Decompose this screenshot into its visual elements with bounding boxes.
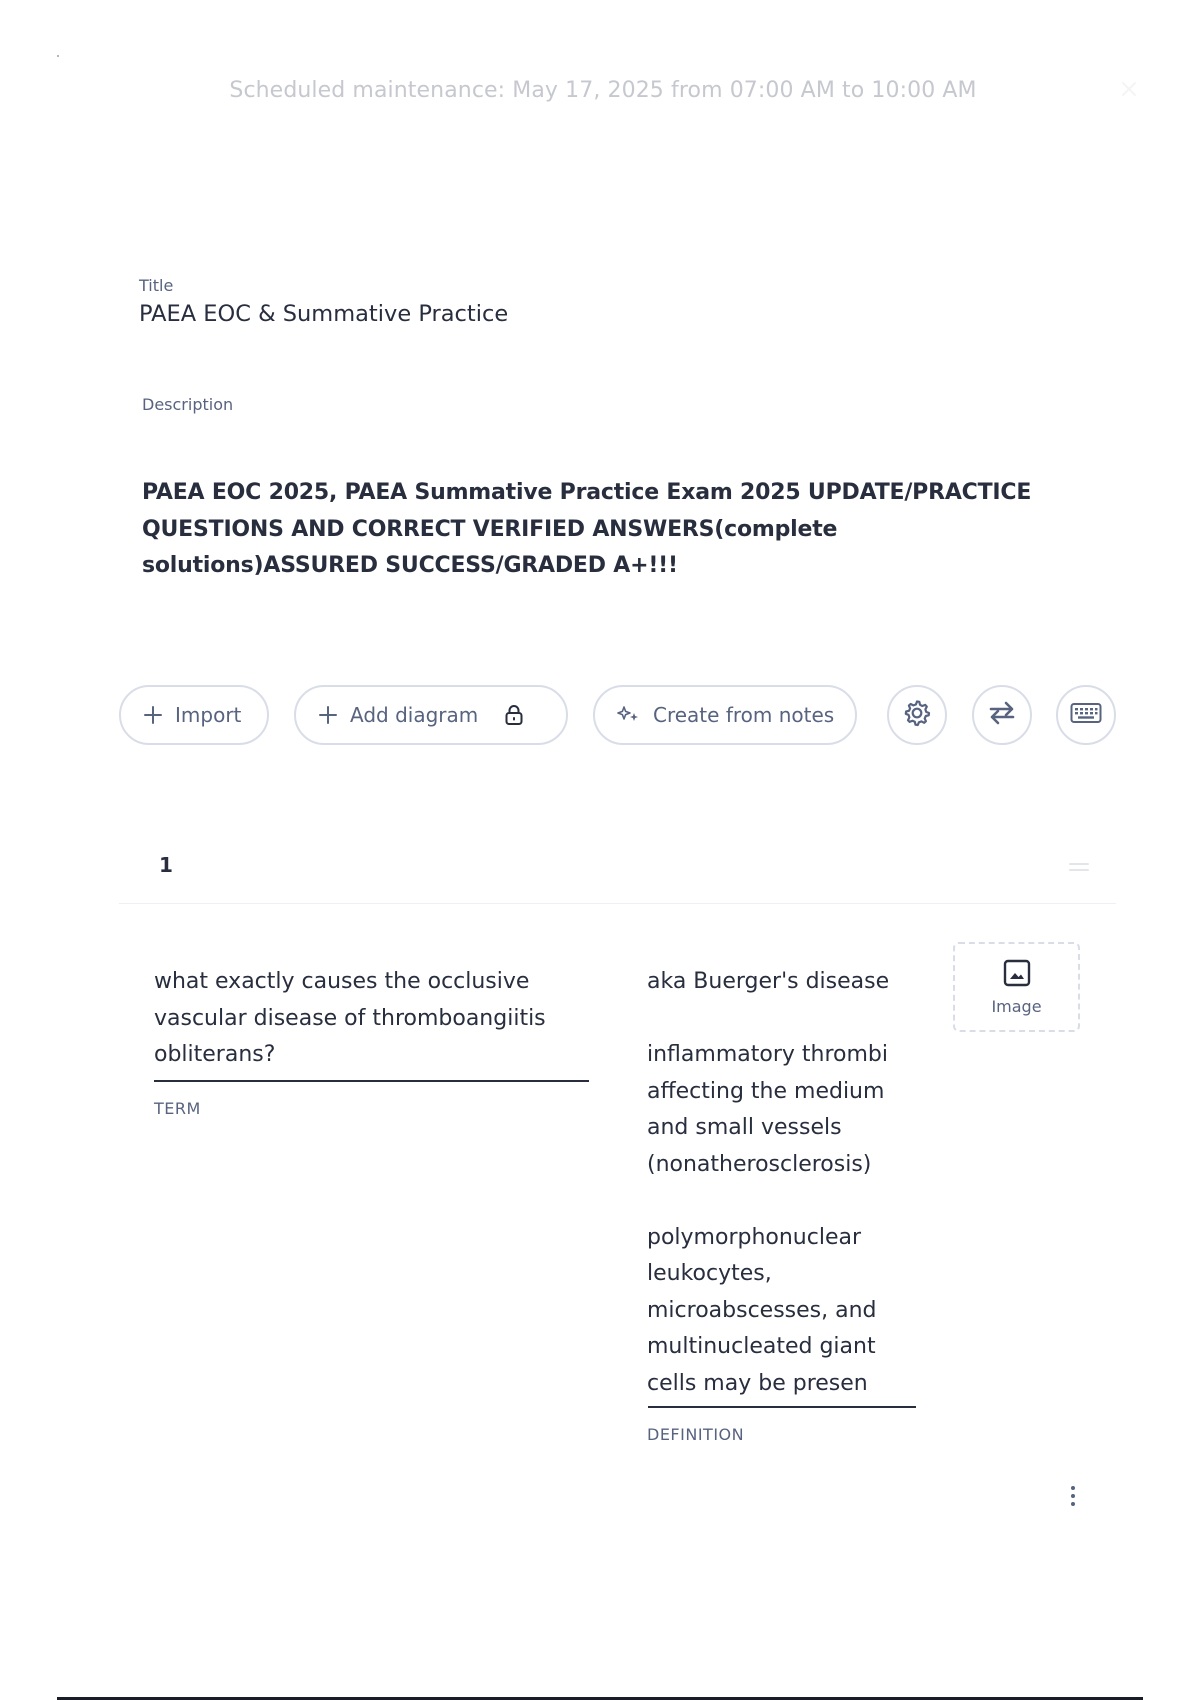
settings-button[interactable] — [887, 685, 947, 745]
keyboard-shortcuts-button[interactable] — [1056, 685, 1116, 745]
drag-handle-icon[interactable] — [1069, 858, 1089, 870]
term-input[interactable]: what exactly causes the occlusive vascular disease of thromboangiitis obliterans? — [154, 969, 546, 1067]
keyboard-icon — [1070, 702, 1102, 728]
more-options-icon[interactable] — [1068, 1484, 1078, 1508]
add-diagram-button[interactable] — [294, 685, 568, 745]
dot-mark — [57, 55, 59, 57]
description-input[interactable]: PAEA EOC 2025, PAEA Summative Practice Exam 2025 UPDATE/PRACTICE QUESTIONS AND CORRECT VERIFIED ANSWERS(complete solutions)ASSURED SUCCESS/GRADED A+!!! — [142, 480, 1032, 578]
plus-icon — [143, 705, 163, 725]
import-button[interactable] — [119, 685, 269, 745]
definition-label: DEFINITION — [647, 1425, 745, 1444]
lock-icon — [504, 704, 524, 726]
image-icon — [1003, 959, 1031, 991]
description-label: Description — [142, 395, 234, 414]
swap-button[interactable] — [972, 685, 1032, 745]
card-divider — [119, 903, 1116, 904]
term-underline — [154, 1080, 589, 1082]
image-label: Image — [991, 996, 1042, 1016]
term-label: TERM — [154, 1099, 201, 1118]
title-input[interactable]: PAEA EOC & Summative Practice — [139, 301, 509, 327]
close-icon[interactable] — [1118, 78, 1140, 100]
banner-text: Scheduled maintenance: May 17, 2025 from 07:00 AM to 10:00 AM — [229, 78, 977, 103]
maintenance-banner — [0, 78, 1200, 108]
plus-icon — [318, 705, 338, 725]
definition-underline — [648, 1406, 916, 1408]
gear-icon — [902, 698, 932, 732]
create-from-notes-button[interactable] — [593, 685, 857, 745]
add-image-button[interactable] — [953, 942, 1080, 1032]
create-from-notes-label: Create from notes — [653, 703, 835, 727]
card-number: 1 — [159, 853, 173, 877]
add-diagram-label: Add diagram — [350, 703, 479, 727]
definition-input[interactable]: aka Buerger's disease inflammatory thrombi affecting the medium and small vessels (nonatherosclerosis) polymorphonuclear leukocytes, microabscesses, and multinucleated giant cells may be presen — [647, 969, 890, 1396]
title-label: Title — [139, 276, 174, 295]
swap-icon — [987, 700, 1017, 730]
sparkle-icon — [617, 705, 641, 725]
import-label: Import — [175, 703, 242, 727]
